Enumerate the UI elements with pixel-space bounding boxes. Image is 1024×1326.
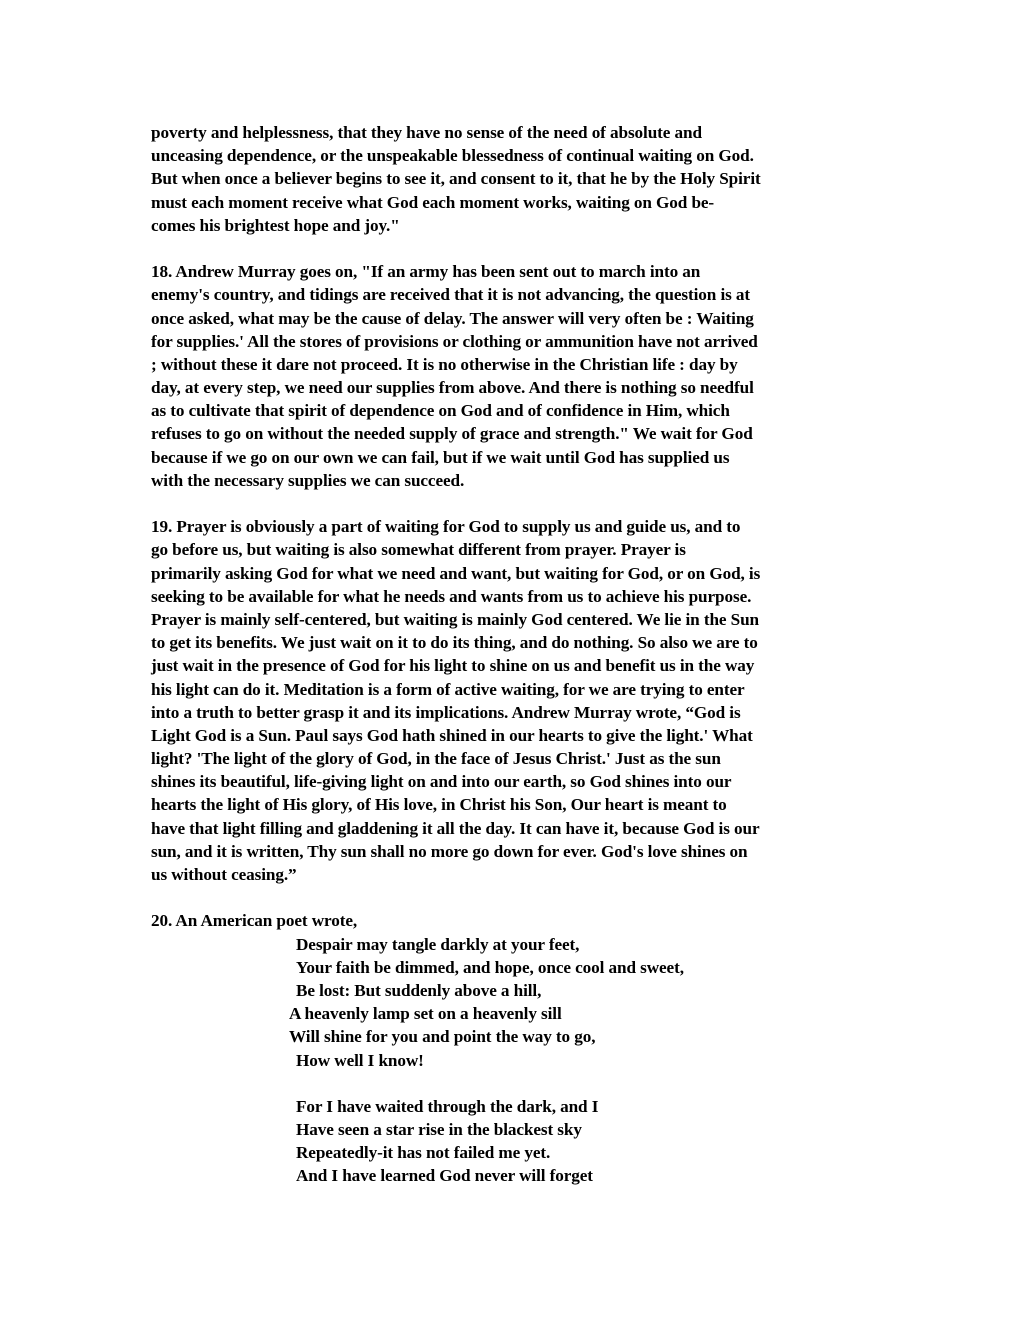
poem-line: Despair may tangle darkly at your feet, — [296, 934, 580, 954]
text-line: because if we go on our own we can fail, but if we wait until God has supplied us — [151, 447, 730, 467]
text-line: once asked, what may be the cause of delay. The answer will very often be : Waiting — [151, 308, 754, 328]
text-line: go before us, but waiting is also somewhat different from prayer. Prayer is — [151, 540, 686, 560]
text-line: 19. Prayer is obviously a part of waiting for God to supply us and guide us, and to — [151, 517, 741, 537]
stanza-gap — [151, 1072, 891, 1095]
text-line: shines its beautiful, life-giving light on and into our earth, so God shines into our — [151, 772, 732, 792]
text-line: just wait in the presence of God for his light to shine on us and benefit us in the way — [151, 656, 755, 676]
poem-line: How well I know! — [296, 1050, 424, 1070]
poem-line: Repeatedly-it has not failed me yet. — [296, 1143, 551, 1163]
paragraph-18 — [151, 260, 891, 492]
paragraph-intro-continuation — [151, 121, 891, 237]
poem-line: Will shine for you and point the way to go, — [289, 1027, 596, 1047]
text-line: Light God is a Sun. Paul says God hath shined in our hearts to give the light.' What — [151, 725, 753, 745]
text-line: sun, and it is written, Thy sun shall no more go down for ever. God's love shines on — [151, 841, 748, 861]
text-line: as to cultivate that spirit of dependence on God and of confidence in Him, which — [151, 401, 730, 421]
text-line: hearts the light of His glory, of His love, in Christ his Son, Our heart is meant to — [151, 795, 727, 815]
text-line: Prayer is mainly self-centered, but waiting is mainly God centered. We lie in the Sun — [151, 609, 760, 629]
text-line: 20. An American poet wrote, — [151, 911, 358, 931]
text-line: enemy's country, and tidings are received that it is not advancing, the question is at — [151, 285, 751, 305]
text-line: ; without these it dare not proceed. It is no otherwise in the Christian life : day by — [151, 354, 738, 374]
text-line: light? 'The light of the glory of God, in the face of Jesus Christ.' Just as the sun — [151, 749, 721, 769]
poem-line: And I have learned God never will forget — [296, 1166, 593, 1186]
text-line: for supplies.' All the stores of provisions or clothing or ammunition have not arrived — [151, 331, 758, 351]
text-line: day, at every step, we need our supplies from above. And there is nothing so needful — [151, 378, 754, 398]
paragraph-20 — [151, 909, 891, 932]
text-line: poverty and helplessness, that they have no sense of the need of absolute and — [151, 123, 702, 142]
text-line: with the necessary supplies we can succeed. — [151, 470, 465, 490]
text-line: primarily asking God for what we need and want, but waiting for God, or on God, is — [151, 563, 761, 583]
poem-line: For I have waited through the dark, and I — [296, 1096, 599, 1116]
text-line: refuses to go on without the needed supply of grace and strength." We wait for God — [151, 424, 753, 444]
text-line: to get its benefits. We just wait on it to do its thing, and do nothing. So also we are to — [151, 633, 758, 653]
text-line: But when once a believer begins to see it, and consent to it, that he by the Holy Spirit — [151, 169, 761, 189]
text-line: us without ceasing.” — [151, 865, 297, 884]
poem-stanza-1 — [151, 933, 891, 1072]
poem-line: Have seen a star rise in the blackest sky — [296, 1120, 582, 1140]
document-page — [151, 121, 891, 1188]
poem — [151, 933, 891, 1188]
poem-line: Your faith be dimmed, and hope, once cool and sweet, — [296, 957, 684, 977]
poem-line: A heavenly lamp set on a heavenly sill — [289, 1004, 562, 1024]
text-line: have that light filling and gladdening it all the day. It can have it, because God is our — [151, 818, 760, 838]
text-line: his light can do it. Meditation is a form of active waiting, for we are trying to enter — [151, 679, 745, 699]
text-line: into a truth to better grasp it and its implications. Andrew Murray wrote, “God is — [151, 702, 741, 722]
text-line: must each moment receive what God each moment works, waiting on God be- — [151, 192, 715, 212]
text-line: comes his brightest hope and joy." — [151, 215, 400, 235]
text-line: unceasing dependence, or the unspeakable blessedness of continual waiting on God. — [151, 146, 754, 166]
paragraph-19 — [151, 515, 891, 886]
poem-line: Be lost: But suddenly above a hill, — [296, 980, 542, 1000]
text-line: seeking to be available for what he needs and wants from us to achieve his purpose. — [151, 586, 752, 606]
poem-stanza-2 — [151, 1095, 891, 1188]
text-line: 18. Andrew Murray goes on, "If an army has been sent out to march into an — [151, 262, 701, 282]
